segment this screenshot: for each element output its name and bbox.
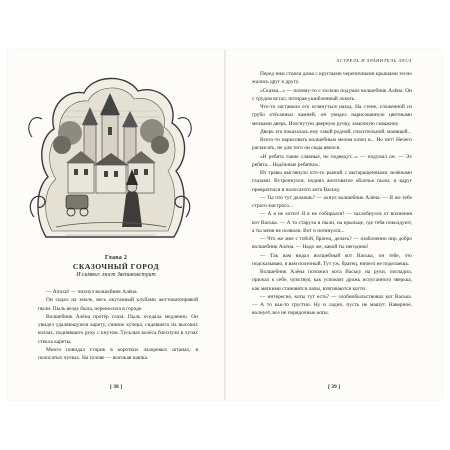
paragraph: Что-то заставило его оглянуться назад. На стене, сложенной из грубо отёсанных камней, он увидел нарисованную цветными мелками дверь. Изогнутую дверную ручку, замочную скважину. <box>252 104 412 127</box>
paragraph: Всего-то нарисовать волшебным мелом ключ и... Но нет! Нечего раскисать, не для того он сюда явился. <box>252 137 412 152</box>
paragraph: Он сидел на земле, весь окутанный клубами жестоватонрявой пыли. Пыль везде была, переносила в городе. <box>38 297 198 312</box>
left-page-text <box>38 288 198 362</box>
paragraph: Из травы выглянуло кто-то рыжий с вытаращенными зелёными глазами. Встрепнулся, поднял желтоватое обличье пыли, и вдруг превратился в полосатого кота Ваську. <box>252 170 412 193</box>
paragraph: — А я не хотел! Я я не собирался! — захлебнулся от волнения кот Васька. — А то старуха в пыли, на крыльце, где тебя поколдуют, а ты меня не позвали. Вот и потянулся... <box>252 211 412 234</box>
page-number: [ 38 ] <box>109 384 123 390</box>
city-engraving <box>26 67 194 247</box>
paragraph: Дверь эта показалась ему такой родной, спасительной, манящей... <box>260 128 412 135</box>
paragraph: Много повидал старик в коротких лазоревых штанах, в полосатых чулках. На голове — высокая шапка. <box>38 346 198 361</box>
paragraph: — Апчхи! — чихнул волшебник Алёна. <box>46 289 138 295</box>
chapter-title: СКАЗОЧНЫЙ ГОРОД <box>72 262 160 271</box>
paragraph: Волшебник Алёна положил кота Ваську на руки, погладил, прижал к себе, чувствуя, как успокоят дрожь испуганного зверька, как мягкими становятся лапы, втягиваются когти. <box>252 269 412 292</box>
paragraph: — Так вам видал волшебный кот Васька, он тебе, это подсказываю, я вам полезный. Тут уж, братец, ничего не поделаешь. <box>252 252 412 267</box>
paragraph: «И ребята такие славные, не подведут...» — подумал он. — Эх ребята... Надёжные ребятки». <box>252 153 412 168</box>
right-page <box>226 50 442 400</box>
chapter-number: Глава 2 <box>104 254 128 261</box>
paragraph: — интересно, коты тут есть? — злобнобыльствовал кот Васька. — А то как-то грустно. Ну и ладно, пусть не машут. Наверное, волнует, все не порядочные коты. <box>252 293 412 317</box>
paragraph: Волшебник Алёна протёр глаза. Пыль оседала медленно. Он увидел удаляющуюся карету, синюю кучера, сидевшего на высоких козлах, поднявшего руку с кнутом. Тусклые колёса блеснули в лучах стекла кареты. <box>38 313 198 345</box>
paragraph: — Ты что тут делаешь? — ахнул волшебник Алёна. — Я же тебе строго-настрого... <box>252 194 412 209</box>
paragraph: — Что же мне с тобой, братец, делать? — озабоченно пир добро волшебник Алёна. — Надо же, какой ты негодник! <box>252 236 412 251</box>
right-page-text <box>252 70 412 318</box>
running-head: АСТРЕЛЬ И ХРАНИТЕЛЬ ЛЕСА <box>336 58 412 63</box>
book-spread <box>8 50 442 400</box>
paragraph: Перед ним стояли дома с круглыми черепичными крышами тесно жались друг к другу. <box>252 71 412 86</box>
page-number: [ 39 ] <box>327 384 341 390</box>
chapter-subtitle: И символ: мост Звенинокстрит <box>76 272 156 278</box>
paragraph: «Сказка...» — почему-то с тоскою подумал волшебник Алёна. Он с трудом встал, потирая ушибленный локоть. <box>252 87 412 102</box>
left-page <box>8 50 224 400</box>
chapter-illustration <box>26 67 194 247</box>
